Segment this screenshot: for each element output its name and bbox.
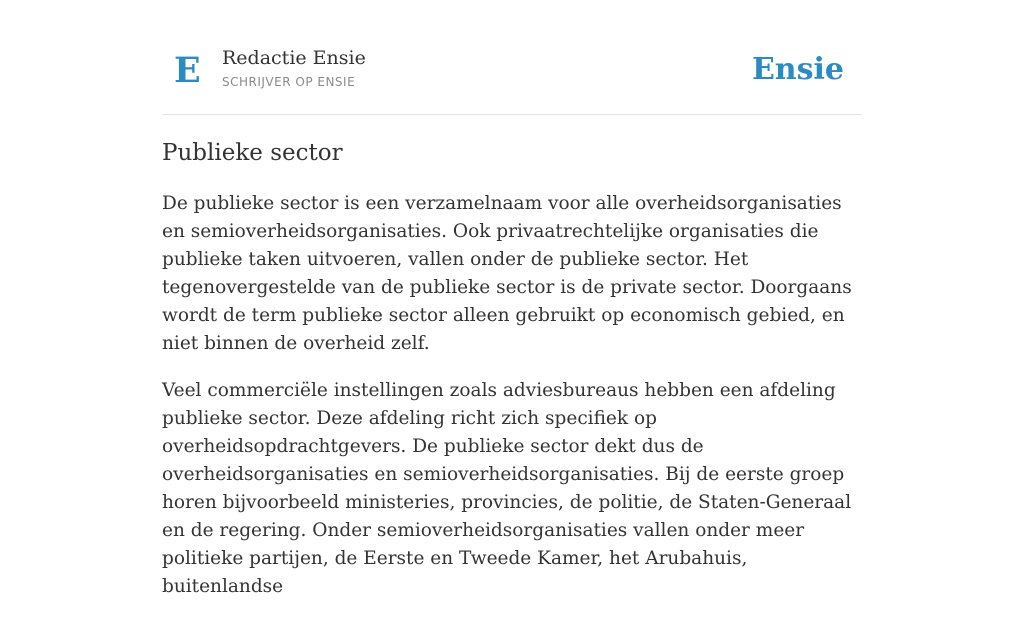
brand-logo[interactable]: Ensie [751,52,844,87]
article-paragraph: Veel commerciële instellingen zoals adviesbureaus hebben een afdeling publieke sector. Deze afdeling richt zich specifiek op overheidsopdrachtgevers. De publieke sector dekt dus de overheidsorganisaties en semioverheidsorganisaties. Bij de eerste groep horen bijvoorbeeld ministeries, provincies, de politie, de Staten-Generaal en de regering. Onder semioverheidsorganisaties vallen onder meer politieke partijen, de Eerste en Tweede Kamer, het Arubahuis, buitenlandse [162,380,852,597]
author-role: SCHRIJVER OP ENSIE [222,75,356,89]
article-body [162,190,862,620]
author-name[interactable]: Redactie Ensie [222,47,366,69]
header [162,0,862,115]
article-title: Publieke sector [162,140,343,166]
article-paragraph: De publieke sector is een verzamelnaam voor alle overheidsorganisaties en semioverheidsorganisaties. Ook privaatrechtelijke organisaties die publieke taken uitvoeren, vallen onder de publieke sector. Het tegenovergestelde van de publieke sector is de private sector. Doorgaans wordt de term publieke sector alleen gebruikt op economisch gebied, en niet binnen de overheid zelf. [162,193,852,354]
ensie-logo-icon[interactable]: E [174,50,201,91]
